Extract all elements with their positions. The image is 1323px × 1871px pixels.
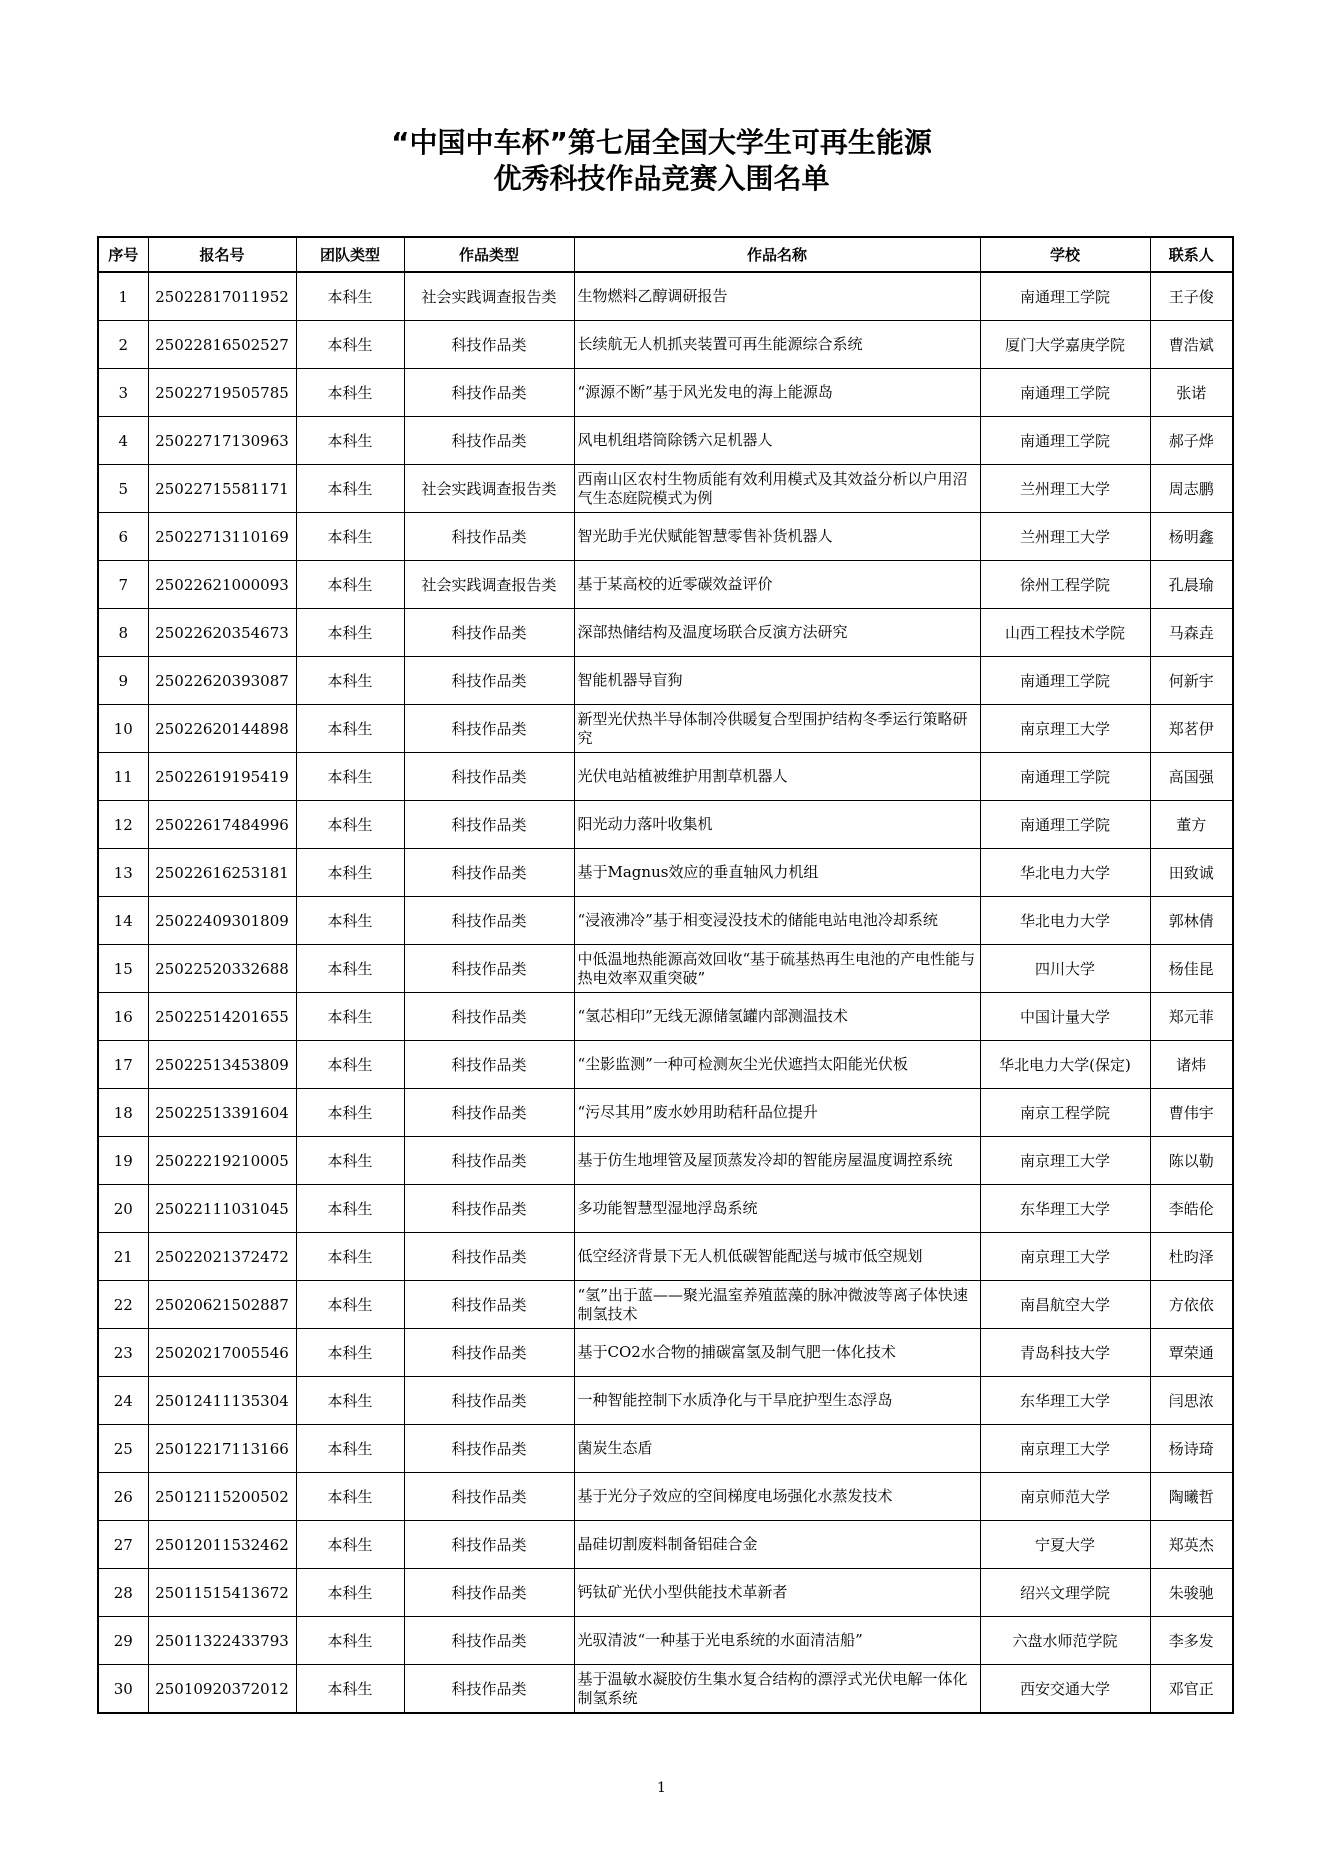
cell-work-category: 社会实践调查报告类 bbox=[404, 272, 574, 321]
cell-team-type: 本科生 bbox=[296, 657, 404, 705]
cell-school: 南通理工学院 bbox=[980, 801, 1150, 849]
header-contact: 联系人 bbox=[1150, 237, 1233, 272]
cell-work-category: 科技作品类 bbox=[404, 1089, 574, 1137]
cell-index: 26 bbox=[98, 1473, 148, 1521]
cell-index: 27 bbox=[98, 1521, 148, 1569]
table-row bbox=[98, 465, 1233, 513]
cell-registration-no: 25012115200502 bbox=[148, 1473, 296, 1521]
cell-index: 1 bbox=[98, 272, 148, 321]
cell-work-name: 基于某高校的近零碳效益评价 bbox=[574, 561, 980, 609]
cell-team-type: 本科生 bbox=[296, 1281, 404, 1329]
cell-registration-no: 25022513391604 bbox=[148, 1089, 296, 1137]
cell-contact: 郭林倩 bbox=[1150, 897, 1233, 945]
cell-team-type: 本科生 bbox=[296, 1521, 404, 1569]
cell-school: 中国计量大学 bbox=[980, 993, 1150, 1041]
cell-contact: 邓官正 bbox=[1150, 1665, 1233, 1714]
cell-work-category: 科技作品类 bbox=[404, 1329, 574, 1377]
table-row bbox=[98, 1617, 1233, 1665]
cell-contact: 闫思浓 bbox=[1150, 1377, 1233, 1425]
cell-work-name: 多功能智慧型湿地浮岛系统 bbox=[574, 1185, 980, 1233]
cell-team-type: 本科生 bbox=[296, 1089, 404, 1137]
cell-team-type: 本科生 bbox=[296, 561, 404, 609]
cell-registration-no: 25022717130963 bbox=[148, 417, 296, 465]
header-work-name: 作品名称 bbox=[574, 237, 980, 272]
table-row bbox=[98, 1281, 1233, 1329]
cell-school: 四川大学 bbox=[980, 945, 1150, 993]
cell-contact: 杨佳昆 bbox=[1150, 945, 1233, 993]
cell-contact: 朱骏驰 bbox=[1150, 1569, 1233, 1617]
cell-index: 25 bbox=[98, 1425, 148, 1473]
cell-school: 华北电力大学 bbox=[980, 897, 1150, 945]
cell-index: 30 bbox=[98, 1665, 148, 1714]
cell-registration-no: 25022520332688 bbox=[148, 945, 296, 993]
table-row bbox=[98, 513, 1233, 561]
table-row bbox=[98, 1473, 1233, 1521]
cell-work-name: 钙钛矿光伏小型供能技术革新者 bbox=[574, 1569, 980, 1617]
cell-work-category: 科技作品类 bbox=[404, 1137, 574, 1185]
cell-work-category: 科技作品类 bbox=[404, 1425, 574, 1473]
cell-registration-no: 25022617484996 bbox=[148, 801, 296, 849]
table-row bbox=[98, 1137, 1233, 1185]
cell-contact: 田致诚 bbox=[1150, 849, 1233, 897]
cell-registration-no: 25022620144898 bbox=[148, 705, 296, 753]
cell-index: 19 bbox=[98, 1137, 148, 1185]
cell-work-name: 生物燃料乙醇调研报告 bbox=[574, 272, 980, 321]
cell-contact: 董方 bbox=[1150, 801, 1233, 849]
cell-registration-no: 25020217005546 bbox=[148, 1329, 296, 1377]
cell-contact: 张诺 bbox=[1150, 369, 1233, 417]
table-row bbox=[98, 705, 1233, 753]
cell-team-type: 本科生 bbox=[296, 465, 404, 513]
cell-registration-no: 25020621502887 bbox=[148, 1281, 296, 1329]
cell-registration-no: 25022719505785 bbox=[148, 369, 296, 417]
cell-work-name: 光驭清波“一种基于光电系统的水面清洁船” bbox=[574, 1617, 980, 1665]
cell-index: 21 bbox=[98, 1233, 148, 1281]
cell-contact: 方依依 bbox=[1150, 1281, 1233, 1329]
header-registration-no: 报名号 bbox=[148, 237, 296, 272]
cell-index: 6 bbox=[98, 513, 148, 561]
cell-index: 24 bbox=[98, 1377, 148, 1425]
cell-work-name: 基于Magnus效应的垂直轴风力机组 bbox=[574, 849, 980, 897]
table-row bbox=[98, 1329, 1233, 1377]
cell-registration-no: 25022021372472 bbox=[148, 1233, 296, 1281]
cell-contact: 陶曦哲 bbox=[1150, 1473, 1233, 1521]
cell-work-name: 晶硅切割废料制备铝硅合金 bbox=[574, 1521, 980, 1569]
cell-work-name: “源源不断”基于风光发电的海上能源岛 bbox=[574, 369, 980, 417]
cell-school: 南通理工学院 bbox=[980, 272, 1150, 321]
table-header-row bbox=[98, 237, 1233, 272]
table-row bbox=[98, 1233, 1233, 1281]
cell-work-category: 社会实践调查报告类 bbox=[404, 561, 574, 609]
cell-contact: 陈以勒 bbox=[1150, 1137, 1233, 1185]
cell-registration-no: 25022620354673 bbox=[148, 609, 296, 657]
cell-work-category: 科技作品类 bbox=[404, 1041, 574, 1089]
cell-contact: 郑茗伊 bbox=[1150, 705, 1233, 753]
cell-work-category: 科技作品类 bbox=[404, 657, 574, 705]
cell-team-type: 本科生 bbox=[296, 1185, 404, 1233]
cell-index: 11 bbox=[98, 753, 148, 801]
cell-team-type: 本科生 bbox=[296, 1665, 404, 1714]
table-row bbox=[98, 321, 1233, 369]
table-row bbox=[98, 417, 1233, 465]
cell-registration-no: 25022219210005 bbox=[148, 1137, 296, 1185]
page-number: 1 bbox=[657, 1780, 666, 1796]
cell-work-category: 科技作品类 bbox=[404, 1281, 574, 1329]
cell-contact: 曹伟宇 bbox=[1150, 1089, 1233, 1137]
table-row bbox=[98, 1185, 1233, 1233]
cell-work-category: 科技作品类 bbox=[404, 897, 574, 945]
cell-index: 2 bbox=[98, 321, 148, 369]
cell-work-name: 基于光分子效应的空间梯度电场强化水蒸发技术 bbox=[574, 1473, 980, 1521]
cell-school: 宁夏大学 bbox=[980, 1521, 1150, 1569]
document-title-line2: 优秀科技作品竞赛入围名单 bbox=[493, 162, 830, 195]
cell-work-category: 科技作品类 bbox=[404, 945, 574, 993]
cell-school: 南通理工学院 bbox=[980, 417, 1150, 465]
cell-registration-no: 25022111031045 bbox=[148, 1185, 296, 1233]
cell-work-name: 西南山区农村生物质能有效利用模式及其效益分析以户用沼气生态庭院模式为例 bbox=[574, 465, 980, 513]
cell-index: 28 bbox=[98, 1569, 148, 1617]
cell-work-category: 科技作品类 bbox=[404, 1233, 574, 1281]
cell-team-type: 本科生 bbox=[296, 369, 404, 417]
cell-contact: 周志鹏 bbox=[1150, 465, 1233, 513]
cell-registration-no: 25022514201655 bbox=[148, 993, 296, 1041]
cell-school: 徐州工程学院 bbox=[980, 561, 1150, 609]
header-index: 序号 bbox=[98, 237, 148, 272]
cell-team-type: 本科生 bbox=[296, 1473, 404, 1521]
cell-team-type: 本科生 bbox=[296, 1329, 404, 1377]
cell-contact: 李皓伦 bbox=[1150, 1185, 1233, 1233]
cell-work-name: 中低温地热能源高效回收“基于硫基热再生电池的产电性能与热电效率双重突破” bbox=[574, 945, 980, 993]
header-school: 学校 bbox=[980, 237, 1150, 272]
cell-registration-no: 25022621000093 bbox=[148, 561, 296, 609]
cell-school: 绍兴文理学院 bbox=[980, 1569, 1150, 1617]
cell-work-category: 科技作品类 bbox=[404, 1377, 574, 1425]
cell-registration-no: 25022713110169 bbox=[148, 513, 296, 561]
cell-work-name: 风电机组塔筒除锈六足机器人 bbox=[574, 417, 980, 465]
cell-contact: 杨诗琦 bbox=[1150, 1425, 1233, 1473]
cell-team-type: 本科生 bbox=[296, 272, 404, 321]
cell-work-name: 基于温敏水凝胶仿生集水复合结构的漂浮式光伏电解一体化制氢系统 bbox=[574, 1665, 980, 1714]
table-row bbox=[98, 369, 1233, 417]
cell-work-name: 智能机器导盲狗 bbox=[574, 657, 980, 705]
cell-school: 华北电力大学 bbox=[980, 849, 1150, 897]
table-row bbox=[98, 849, 1233, 897]
table-row bbox=[98, 1041, 1233, 1089]
cell-index: 29 bbox=[98, 1617, 148, 1665]
cell-contact: 高国强 bbox=[1150, 753, 1233, 801]
table-row bbox=[98, 1665, 1233, 1714]
cell-registration-no: 25022616253181 bbox=[148, 849, 296, 897]
cell-school: 南通理工学院 bbox=[980, 753, 1150, 801]
cell-index: 14 bbox=[98, 897, 148, 945]
table-row bbox=[98, 897, 1233, 945]
cell-work-category: 科技作品类 bbox=[404, 1569, 574, 1617]
cell-index: 22 bbox=[98, 1281, 148, 1329]
cell-school: 六盘水师范学院 bbox=[980, 1617, 1150, 1665]
header-team-type: 团队类型 bbox=[296, 237, 404, 272]
cell-contact: 王子俊 bbox=[1150, 272, 1233, 321]
cell-contact: 诸炜 bbox=[1150, 1041, 1233, 1089]
table-row bbox=[98, 272, 1233, 321]
cell-school: 东华理工大学 bbox=[980, 1185, 1150, 1233]
cell-work-name: 光伏电站植被维护用割草机器人 bbox=[574, 753, 980, 801]
cell-team-type: 本科生 bbox=[296, 1425, 404, 1473]
cell-school: 东华理工大学 bbox=[980, 1377, 1150, 1425]
cell-team-type: 本科生 bbox=[296, 945, 404, 993]
cell-team-type: 本科生 bbox=[296, 993, 404, 1041]
header-work-category: 作品类型 bbox=[404, 237, 574, 272]
cell-index: 20 bbox=[98, 1185, 148, 1233]
cell-contact: 郑英杰 bbox=[1150, 1521, 1233, 1569]
cell-school: 山西工程技术学院 bbox=[980, 609, 1150, 657]
cell-contact: 李多发 bbox=[1150, 1617, 1233, 1665]
table-row bbox=[98, 945, 1233, 993]
cell-team-type: 本科生 bbox=[296, 417, 404, 465]
cell-school: 南通理工学院 bbox=[980, 657, 1150, 705]
cell-index: 7 bbox=[98, 561, 148, 609]
cell-work-name: 阳光动力落叶收集机 bbox=[574, 801, 980, 849]
cell-work-category: 科技作品类 bbox=[404, 1617, 574, 1665]
cell-index: 5 bbox=[98, 465, 148, 513]
cell-work-category: 科技作品类 bbox=[404, 1521, 574, 1569]
cell-registration-no: 25022620393087 bbox=[148, 657, 296, 705]
cell-index: 15 bbox=[98, 945, 148, 993]
cell-work-name: 长续航无人机抓夹装置可再生能源综合系统 bbox=[574, 321, 980, 369]
cell-work-name: “氢芯相印”无线无源储氢罐内部测温技术 bbox=[574, 993, 980, 1041]
cell-team-type: 本科生 bbox=[296, 849, 404, 897]
cell-registration-no: 25012011532462 bbox=[148, 1521, 296, 1569]
cell-team-type: 本科生 bbox=[296, 1041, 404, 1089]
cell-index: 13 bbox=[98, 849, 148, 897]
cell-team-type: 本科生 bbox=[296, 1137, 404, 1185]
cell-registration-no: 25011515413672 bbox=[148, 1569, 296, 1617]
cell-school: 南京理工大学 bbox=[980, 1233, 1150, 1281]
cell-school: 南京理工大学 bbox=[980, 1137, 1150, 1185]
cell-contact: 杨明鑫 bbox=[1150, 513, 1233, 561]
cell-work-category: 科技作品类 bbox=[404, 753, 574, 801]
cell-work-category: 科技作品类 bbox=[404, 369, 574, 417]
cell-team-type: 本科生 bbox=[296, 753, 404, 801]
cell-registration-no: 25022409301809 bbox=[148, 897, 296, 945]
cell-work-name: 一种智能控制下水质净化与干旱庇护型生态浮岛 bbox=[574, 1377, 980, 1425]
cell-registration-no: 25012411135304 bbox=[148, 1377, 296, 1425]
cell-contact: 马森垚 bbox=[1150, 609, 1233, 657]
cell-index: 18 bbox=[98, 1089, 148, 1137]
cell-contact: 何新宇 bbox=[1150, 657, 1233, 705]
cell-registration-no: 25022513453809 bbox=[148, 1041, 296, 1089]
cell-work-name: “浸液沸冷”基于相变浸没技术的储能电站电池冷却系统 bbox=[574, 897, 980, 945]
cell-index: 12 bbox=[98, 801, 148, 849]
document-title-line1: “中国中车杯”第七届全国大学生可再生能源 bbox=[391, 126, 932, 159]
table-row bbox=[98, 1089, 1233, 1137]
cell-work-category: 科技作品类 bbox=[404, 609, 574, 657]
cell-team-type: 本科生 bbox=[296, 609, 404, 657]
cell-contact: 覃荣通 bbox=[1150, 1329, 1233, 1377]
cell-work-name: 基于仿生地埋管及屋顶蒸发冷却的智能房屋温度调控系统 bbox=[574, 1137, 980, 1185]
cell-school: 南昌航空大学 bbox=[980, 1281, 1150, 1329]
cell-index: 4 bbox=[98, 417, 148, 465]
cell-school: 南京理工大学 bbox=[980, 1425, 1150, 1473]
cell-work-name: 新型光伏热半导体制冷供暖复合型围护结构冬季运行策略研究 bbox=[574, 705, 980, 753]
cell-registration-no: 25022816502527 bbox=[148, 321, 296, 369]
table-row bbox=[98, 1521, 1233, 1569]
cell-registration-no: 25011322433793 bbox=[148, 1617, 296, 1665]
cell-work-name: 智光助手光伏赋能智慧零售补货机器人 bbox=[574, 513, 980, 561]
cell-school: 南京理工大学 bbox=[980, 705, 1150, 753]
cell-contact: 杜昀泽 bbox=[1150, 1233, 1233, 1281]
cell-work-name: “污尽其用”废水妙用助秸秆品位提升 bbox=[574, 1089, 980, 1137]
cell-contact: 孔晨瑜 bbox=[1150, 561, 1233, 609]
cell-work-category: 科技作品类 bbox=[404, 417, 574, 465]
cell-work-category: 科技作品类 bbox=[404, 1473, 574, 1521]
cell-work-name: 基于CO2水合物的捕碳富氢及制气肥一体化技术 bbox=[574, 1329, 980, 1377]
cell-registration-no: 25022619195419 bbox=[148, 753, 296, 801]
cell-school: 厦门大学嘉庚学院 bbox=[980, 321, 1150, 369]
cell-index: 10 bbox=[98, 705, 148, 753]
cell-school: 兰州理工大学 bbox=[980, 465, 1150, 513]
cell-school: 青岛科技大学 bbox=[980, 1329, 1150, 1377]
cell-registration-no: 25022817011952 bbox=[148, 272, 296, 321]
table-row bbox=[98, 1425, 1233, 1473]
table-row bbox=[98, 657, 1233, 705]
cell-team-type: 本科生 bbox=[296, 801, 404, 849]
cell-work-name: “尘影监测”一种可检测灰尘光伏遮挡太阳能光伏板 bbox=[574, 1041, 980, 1089]
table-row bbox=[98, 609, 1233, 657]
table-row bbox=[98, 561, 1233, 609]
finalist-table bbox=[97, 236, 1234, 1714]
cell-team-type: 本科生 bbox=[296, 705, 404, 753]
cell-school: 兰州理工大学 bbox=[980, 513, 1150, 561]
cell-work-category: 科技作品类 bbox=[404, 801, 574, 849]
cell-work-category: 科技作品类 bbox=[404, 849, 574, 897]
cell-work-category: 科技作品类 bbox=[404, 1665, 574, 1714]
table-row bbox=[98, 753, 1233, 801]
cell-index: 16 bbox=[98, 993, 148, 1041]
cell-work-category: 社会实践调查报告类 bbox=[404, 465, 574, 513]
table-row bbox=[98, 1569, 1233, 1617]
cell-work-category: 科技作品类 bbox=[404, 513, 574, 561]
cell-registration-no: 25010920372012 bbox=[148, 1665, 296, 1714]
table-row bbox=[98, 993, 1233, 1041]
cell-work-category: 科技作品类 bbox=[404, 321, 574, 369]
cell-work-category: 科技作品类 bbox=[404, 993, 574, 1041]
cell-work-name: 菌炭生态盾 bbox=[574, 1425, 980, 1473]
cell-school: 南通理工学院 bbox=[980, 369, 1150, 417]
cell-work-name: 深部热储结构及温度场联合反演方法研究 bbox=[574, 609, 980, 657]
cell-team-type: 本科生 bbox=[296, 321, 404, 369]
cell-team-type: 本科生 bbox=[296, 1377, 404, 1425]
cell-team-type: 本科生 bbox=[296, 513, 404, 561]
cell-contact: 郑元菲 bbox=[1150, 993, 1233, 1041]
cell-registration-no: 25012217113166 bbox=[148, 1425, 296, 1473]
cell-school: 南京师范大学 bbox=[980, 1473, 1150, 1521]
cell-team-type: 本科生 bbox=[296, 1233, 404, 1281]
cell-index: 3 bbox=[98, 369, 148, 417]
cell-index: 17 bbox=[98, 1041, 148, 1089]
table-row bbox=[98, 801, 1233, 849]
cell-contact: 郝子烨 bbox=[1150, 417, 1233, 465]
table-row bbox=[98, 1377, 1233, 1425]
cell-work-category: 科技作品类 bbox=[404, 705, 574, 753]
cell-school: 西安交通大学 bbox=[980, 1665, 1150, 1714]
cell-registration-no: 25022715581171 bbox=[148, 465, 296, 513]
cell-work-name: 低空经济背景下无人机低碳智能配送与城市低空规划 bbox=[574, 1233, 980, 1281]
cell-index: 9 bbox=[98, 657, 148, 705]
cell-team-type: 本科生 bbox=[296, 1617, 404, 1665]
cell-school: 华北电力大学(保定) bbox=[980, 1041, 1150, 1089]
cell-team-type: 本科生 bbox=[296, 897, 404, 945]
cell-contact: 曹浩斌 bbox=[1150, 321, 1233, 369]
cell-school: 南京工程学院 bbox=[980, 1089, 1150, 1137]
cell-work-category: 科技作品类 bbox=[404, 1185, 574, 1233]
cell-team-type: 本科生 bbox=[296, 1569, 404, 1617]
cell-index: 8 bbox=[98, 609, 148, 657]
cell-index: 23 bbox=[98, 1329, 148, 1377]
cell-work-name: “氢”出于蓝——聚光温室养殖蓝藻的脉冲微波等离子体快速制氢技术 bbox=[574, 1281, 980, 1329]
